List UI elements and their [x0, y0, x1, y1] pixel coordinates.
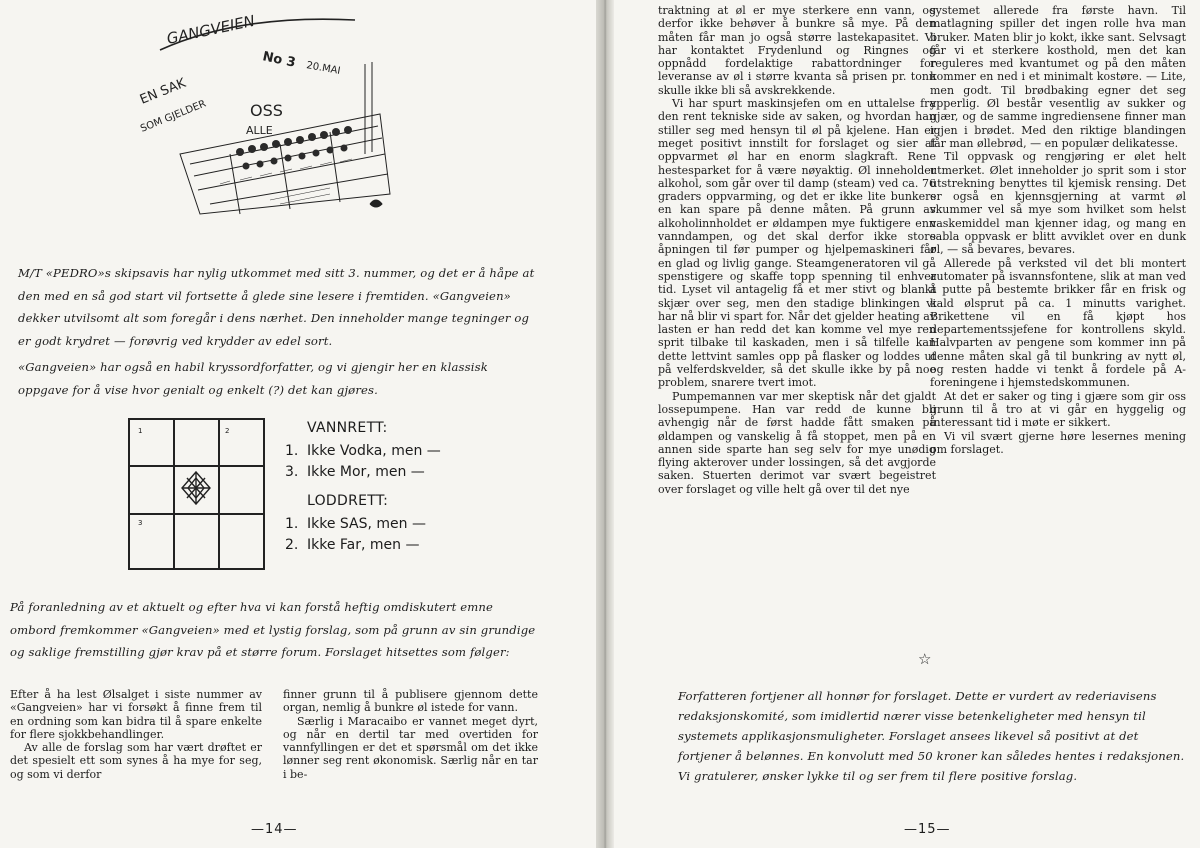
grid-number: 3 [138, 519, 143, 527]
clue-item: 1. Ikke SAS, men — [285, 516, 426, 532]
across-heading: VANNRETT: [307, 420, 388, 436]
page-number: —14— [251, 822, 298, 837]
star-icon: ☆ [918, 650, 932, 668]
sketch-slogan-4: ALLE [246, 124, 273, 137]
paragraph: systemet allerede fra første havn. Til matlagning spiller det ingen rolle hva man bruker. Maten blir jo kokt, ikke sant. Selvsagt får vi et sterkere kosthold, men det kan reguleres med kvantumet og på den måten kommer en ned i et minimalt kostøre. — Lite, men godt. Til brødbaking egner det seg ypperlig. Øl består vesentlig av sukker og gjær, og de samme ingrediensene finner man igjen i brødet. Med den riktige blandingen får man øllebrød, — en populær delikatesse. [930, 4, 1186, 150]
left-column-1 [10, 688, 262, 781]
clue-item: 3. Ikke Mor, men — [285, 464, 425, 480]
clue-item: 1. Ikke Vodka, men — [285, 443, 441, 459]
paragraph: Allerede på verksted vil det bli montert automater på isvannsfontene, slik at man ved å putte på bestemte brikker får en frisk og kald ølsprut på ca. 1 minutts varighet. Brikettene vil en få kjøpt hos departementssjefene for kontrollens skyld. Halvparten av pengene som kommer inn på denne måten skal gå til bunkring av nytt øl, og resten hadde vi tenkt å fordele på A-foreningene i hjemstedskommunen. [930, 256, 1186, 390]
down-heading: LODDRETT: [307, 493, 389, 509]
sketch-slogan-3: OSS [250, 101, 283, 120]
sketch-slogan-1: EN SAK [137, 75, 188, 108]
crossword-clues [285, 420, 535, 558]
paragraph: traktning at øl er mye sterkere enn vann, og derfor ikke behøver å bunkre så mye. På den måten får man jo også større lastekapasitet. Vi har kontaktet Frydenlund og Ringnes og oppnådd fordelaktige rabattordninger for leveranse av øl i større kvanta så prisen pr. tonn skulle ikke bli så avskrekkende. [658, 4, 936, 97]
right-column-1 [658, 4, 936, 496]
intro-paragraph-1: M/T «PEDRO»s skipsavis har nylig utkommet med sitt 3. nummer, og det er å håpe at den med en så god start vil fortsette å glede sine lesere i fremtiden. «Gangveien» dekker utvilsomt alt som foregår i dens nærhet. Den inneholder mange tegninger og er godt krydret — forøvrig ved krydder av edel sort. [18, 266, 535, 348]
right-column-2 [930, 4, 1186, 456]
sketch-date: 20.MAI [305, 60, 342, 77]
gangveien-sketch [120, 4, 410, 236]
paragraph: Av alle de forslag som har vært drøftet er det spesielt ett som synes å ha mye for seg, og som vi derfor [10, 741, 262, 781]
grid-number: 1 [138, 427, 143, 435]
paragraph: finner grunn til å publisere gjennom dette organ, nemlig å bunkre øl istede for vann. [283, 688, 538, 715]
clue-item: 2. Ikke Far, men — [285, 537, 420, 553]
page-gutter [596, 0, 614, 848]
sketch-issue: No 3 [261, 49, 297, 71]
paragraph: Særlig i Maracaibo er vannet meget dyrt, og når en dertil tar med overtiden for vannfyllingen er det et spørsmål om det ikke lønner seg rent økonomisk. Særlig når en tar i be- [283, 714, 538, 781]
paragraph: Pumpemannen var mer skeptisk når det gjaldt lossepumpene. Han var redd de kunne bli avhengig når de først hadde fått smaken på øldampen og vanskelig å få stoppet, men på en annen side sparte han seg selv for mye unødig flying akterover under lossingen, så det avgjorde saken. Stuerten derimot var svært begeistret over forslaget og ville helt gå over til det nye [658, 389, 936, 496]
editorial-note: Forfatteren fortjener all honnør for forslaget. Dette er vurdert av rederiavisens redaksjonskomité, som imidlertid nærer visse betenkeligheter med hensyn til systemets applikasjonsmuligheter. Forslaget ansees likevel så positivt at det fortjener å belønnes. En konvolutt med 50 kroner kan således hentes i redaksjonen. Vi gratulerer, ønsker lykke til og ser frem til flere positive forslag. [678, 689, 1185, 783]
page-number: —15— [904, 822, 951, 837]
paragraph: Vi har spurt maskinsjefen om en uttalelse fra den rent tekniske side av saken, og hvordan han stiller seg med hensyn til øl på kjelene. Han er meget positivt innstilt for forslaget og sier at oppvarmet øl har en enorm slagkraft. Rene hestesparket for å være nøyaktig. Øl inneholder alkohol, som går over til damp (steam) ved ca. 76 graders oppvarming, og det er ikke lite bunkers en kan spare på denne måten. På grunn av alkoholinnholdet er øldampen mye fuktigere enn vanndampen, og det skal derfor ikke store åpningen til før pumper og hjelpemaskineri får en glad og livlig gange. Steamgeneratoren vil gå spenstigere og skaffe topp spenning til enhver tid. Lyset vil antagelig få et mer stivt og blankt skjær over seg, men den stadige blinkingen vi har nå blir vi spart for. Når det gjelder heating av lasten er han redd det kan komme vel mye ren sprit tilbake til kaskaden, men i så tilfelle kan dette lettvint samles opp på flasker og loddes ut på velferdskvelder, så det skulle ikke by på noe problem, snarere tvert imot. [658, 97, 936, 390]
left-page [0, 0, 596, 848]
sketch-slogan-2: SOM GJELDER [139, 98, 208, 135]
intro-paragraph-2: «Gangveien» har også en habil kryssordforfatter, og vi gjengir her en klassisk oppgave for å vise hvor genialt og enkelt (?) det kan gjøres. [18, 360, 488, 397]
paragraph: Vi vil svært gjerne høre lesernes mening om forslaget. [930, 429, 1186, 456]
emblem-icon [179, 470, 213, 506]
left-column-2 [283, 688, 538, 781]
paragraph: Efter å ha lest Ølsalget i siste nummer av «Gangveien» har vi forsøkt å finne frem til en ordning som kan bidra til å spare enkelte for flere sjokkbehandlinger. [10, 688, 262, 741]
crossword-grid [128, 418, 265, 570]
intro-paragraph-3: På foranledning av et aktuelt og efter hva vi kan forstå heftig omdiskutert emne ombord fremkommer «Gangveien» med et lystig forslag, som på grunn av sin grundige og saklige fremstilling gjør krav på et større forum. Forslaget hitsettes som følger: [10, 600, 536, 659]
paragraph: Til oppvask og rengjøring er ølet helt utmerket. Ølet inneholder jo sprit som i stor utstrekning benyttes til kjemisk rensing. Det er også en kjennsgjerning at varmt øl skummer vel så mye som hvilket som helst vaskemiddel man kjenner idag, og mang en sabla oppvask er blitt avviklet over en dunk øl, — så bevares, bevares. [930, 150, 1186, 257]
paragraph: At det er saker og ting i gjære som gir oss grunn til å tro at vi går en hyggelig og interessant tid i møte er sikkert. [930, 389, 1186, 430]
sketch-title: GANGVEIEN [165, 11, 257, 48]
grid-number: 2 [225, 427, 230, 435]
